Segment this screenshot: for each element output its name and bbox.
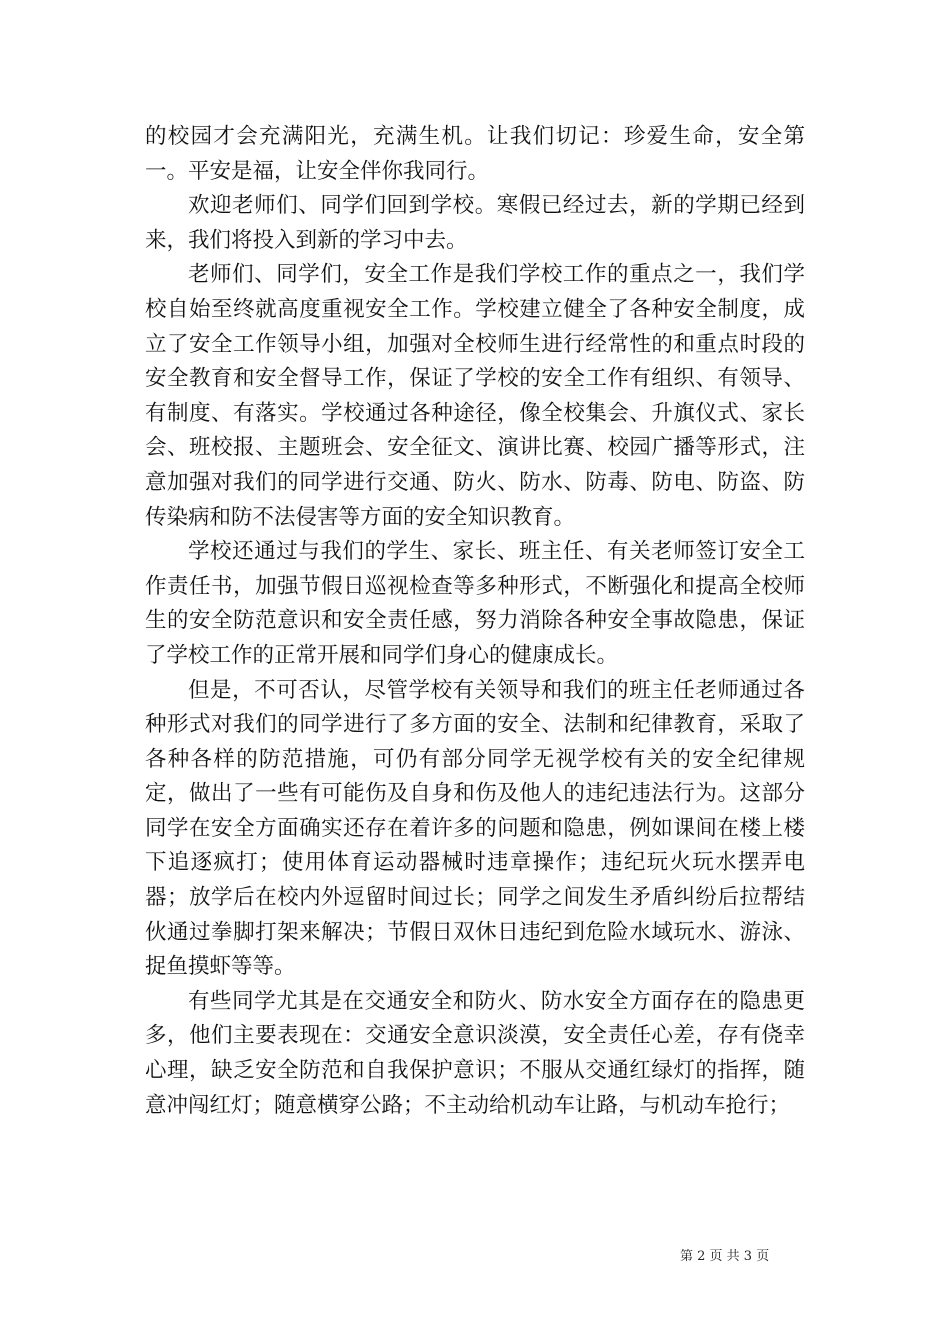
- paragraph-4: 学校还通过与我们的学生、家长、班主任、有关老师签订安全工作责任书，加强节假日巡视检查等多种形式，不断强化和提高全校师生的安全防范意识和安全责任感，努力消除各种安全事故隐患，保证了学校工作的正常开展和同学们身心的健康成长。: [145, 539, 805, 668]
- paragraph-6: 有些同学尤其是在交通安全和防火、防水安全方面存在的隐患更多，他们主要表现在：交通安全意识淡漠，安全责任心差，存有侥幸心理，缺乏安全防范和自我保护意识；不服从交通红绿灯的指挥，随意冲闯红灯；随意横穿公路；不主动给机动车让路，与机动车抢行；: [145, 988, 805, 1118]
- paragraph-5: 但是，不可否认，尽管学校有关领导和我们的班主任老师通过各种形式对我们的同学进行了多方面的安全、法制和纪律教育，采取了各种各样的防范措施，可仍有部分同学无视学校有关的安全纪律规定，做出了一些有可能伤及自身和伤及他人的违纪违法行为。这部分同学在安全方面确实还存在着许多的问题和隐患，例如课间在楼上楼下追逐疯打；使用体育运动器械时违章操作；违纪玩火玩水摆弄电器；放学后在校内外逗留时间过长；同学之间发生矛盾纠纷后拉帮结伙通过拳脚打架来解决；节假日双休日违纪到危险水域玩水、游泳、捉鱼摸虾等等。: [145, 677, 805, 980]
- page-number-footer: 第 2 页 共 3 页: [680, 1249, 770, 1264]
- document-body: [145, 120, 805, 1123]
- paragraph-3: 老师们、同学们，安全工作是我们学校工作的重点之一，我们学校自始至终就高度重视安全工作。学校建立健全了各种安全制度，成立了安全工作领导小组，加强对全校师生进行经常性的和重点时段的安全教育和安全督导工作，保证了学校的安全工作有组织、有领导、有制度、有落实。学校通过各种途径，像全校集会、升旗仪式、家长会、班校报、主题班会、安全征文、演讲比赛、校园广播等形式，注意加强对我们的同学进行交通、防火、防水、防毒、防电、防盗、防传染病和防不法侵害等方面的安全知识教育。: [145, 262, 805, 530]
- paragraph-1: 的校园才会充满阳光，充满生机。让我们切记：珍爱生命，安全第一。平安是福，让安全伴你我同行。: [145, 124, 805, 184]
- paragraph-2: 欢迎老师们、同学们回到学校。寒假已经过去，新的学期已经到来，我们将投入到新的学习中去。: [145, 193, 805, 253]
